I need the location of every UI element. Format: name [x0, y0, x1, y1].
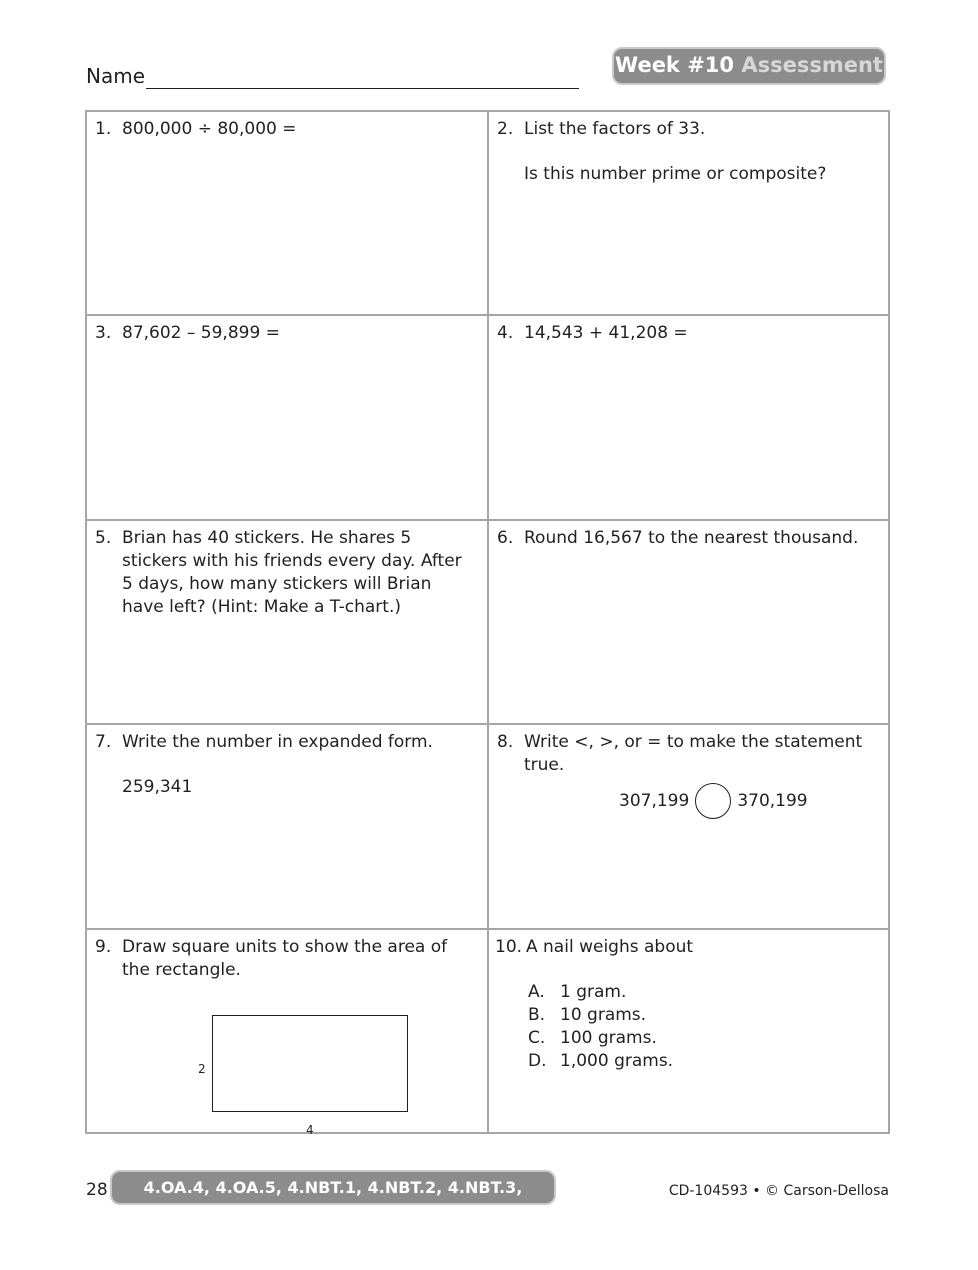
answer-choice[interactable] — [528, 1050, 876, 1073]
question-number: 9. — [95, 936, 112, 957]
answer-choice[interactable] — [528, 981, 876, 1004]
standards-badge: 4.OA.4, 4.OA.5, 4.NBT.1, 4.NBT.2, 4.NBT.3, 4.NBT.4 — [110, 1170, 556, 1205]
question-text: Write <, >, or = to make the statement true. — [524, 732, 863, 776]
choice-text: 100 grams. — [560, 1027, 657, 1048]
question-grid — [85, 110, 890, 1137]
question-number: 4. — [497, 323, 514, 344]
question-text: Write the number in expanded form. — [122, 732, 433, 753]
question-number: 3. — [95, 323, 112, 344]
choice-text: 1,000 grams. — [560, 1050, 674, 1071]
question-subtext: 259,341 — [122, 777, 193, 798]
question-text: 800,000 ÷ 80,000 = — [122, 119, 297, 139]
left-value: 307,199 — [619, 790, 690, 811]
question-text: 87,602 – 59,899 = — [122, 323, 280, 344]
answer-choice[interactable] — [528, 1027, 876, 1050]
answer-choice[interactable] — [528, 1004, 876, 1027]
week-label: Week #10 — [615, 53, 735, 77]
question-number: 6. — [497, 527, 514, 548]
choice-letter: C. — [528, 1027, 546, 1048]
question-text: 14,543 + 41,208 = — [524, 323, 688, 344]
question-1[interactable] — [86, 111, 488, 315]
week-badge — [612, 47, 886, 85]
question-number: 5. — [95, 527, 112, 548]
name-label: Name — [86, 64, 146, 88]
question-number: 7. — [95, 732, 112, 753]
choice-letter: D. — [528, 1050, 547, 1071]
question-text: Round 16,567 to the nearest thousand. — [524, 527, 859, 548]
question-5[interactable] — [86, 520, 488, 724]
question-number: 8. — [497, 732, 514, 753]
question-number: 2. — [497, 119, 514, 139]
question-10[interactable] — [488, 929, 889, 1133]
question-7[interactable] — [86, 724, 488, 928]
page-number: 28 — [86, 1180, 108, 1200]
question-text: List the factors of 33. — [524, 119, 706, 139]
rectangle-figure[interactable] — [212, 1015, 408, 1112]
question-4[interactable] — [488, 315, 889, 519]
question-subtext: Is this number prime or composite? — [524, 164, 827, 184]
assessment-label: Assessment — [741, 53, 883, 77]
choice-letter: B. — [528, 1004, 546, 1025]
question-2[interactable] — [488, 111, 889, 315]
answer-choices — [528, 981, 876, 1073]
comparison-circle[interactable] — [695, 783, 731, 819]
question-3[interactable] — [86, 315, 488, 519]
comparison — [619, 783, 808, 819]
question-number: 10. — [495, 936, 523, 957]
right-value: 370,199 — [737, 790, 808, 811]
choice-text: 10 grams. — [560, 1004, 647, 1025]
rectangle-bottom-label: 4 — [306, 1122, 314, 1137]
copyright-text: CD-104593 • © Carson-Dellosa — [668, 1183, 889, 1199]
question-number: 1. — [95, 119, 112, 139]
rectangle-side-label: 2 — [198, 1061, 206, 1076]
question-6[interactable] — [488, 520, 889, 724]
question-9[interactable] — [86, 929, 488, 1137]
choice-letter: A. — [528, 981, 545, 1002]
question-text: A nail weighs about — [526, 936, 694, 957]
question-8[interactable] — [488, 724, 889, 928]
choice-text: 1 gram. — [560, 981, 627, 1002]
question-text: Draw square units to show the area of the rectangle. — [122, 936, 448, 980]
name-input-line[interactable] — [146, 88, 579, 89]
question-text: Brian has 40 stickers. He shares 5 stickers with his friends every day. After 5 days, how many stickers will Brian have left? (Hint: Make a T-chart.) — [122, 527, 462, 617]
